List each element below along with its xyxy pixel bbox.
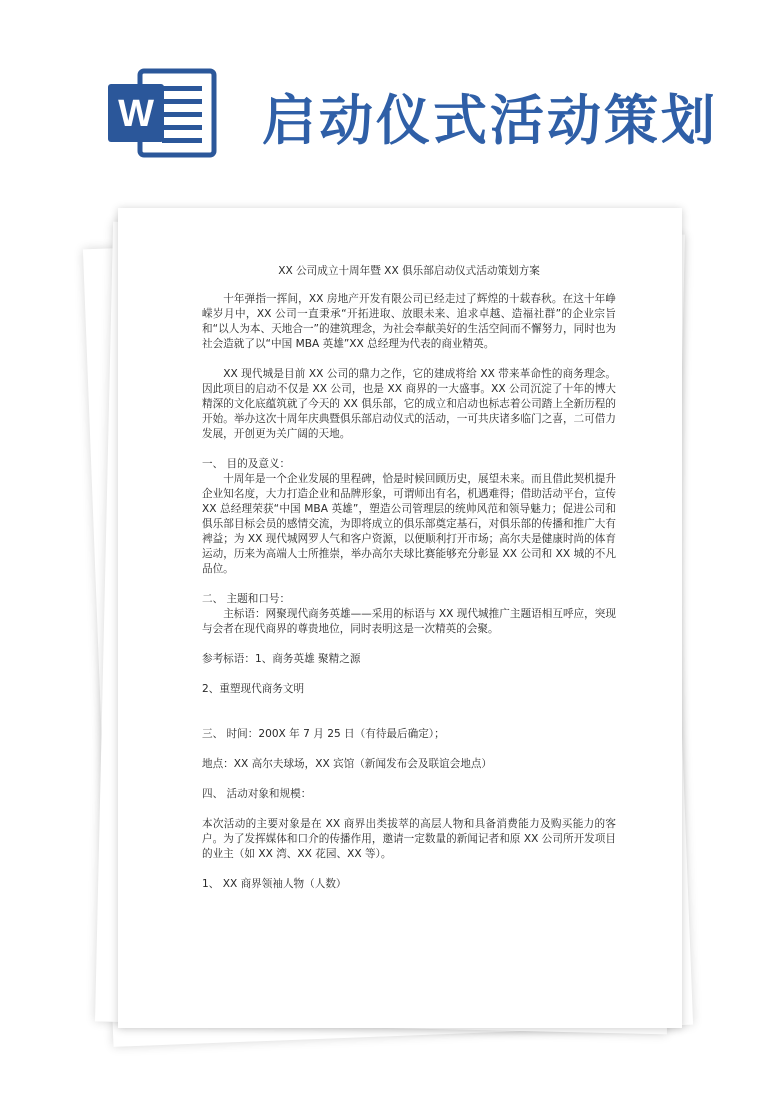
word-document-icon: [108, 68, 218, 158]
svg-text:W: W: [118, 93, 154, 135]
list-item-1: 1、 XX 商界领袖人物（人数）: [202, 878, 347, 890]
section-3-time: 三、 时间：200X 年 7 月 25 日（有待最后确定）；: [202, 728, 445, 740]
section-4-body: 本次活动的主要对象是在 XX 商界出类拔萃的高层人物和具备消费能力及购买能力的客户。为了发挥媒体和口介的传播作用，邀请一定数量的新闻记者和原 XX 公司所开发项目的业主（如 XX 湾、XX 花园、XX 等）。: [202, 818, 616, 860]
location-line: 地点：XX 高尔夫球场，XX 宾馆（新闻发布会及联谊会地点）: [202, 758, 493, 770]
section-4-heading: 四、 活动对象和规模：: [202, 788, 312, 800]
reference-slogan-1: 参考标语：1、商务英雄 聚精之源: [202, 653, 361, 665]
section-1-heading: 一、 目的及意义：: [202, 458, 291, 470]
section-2-body: 主标语：网聚现代商务英雄——采用的标语与 XX 现代城推广主题语相互呼应，突现与会者在现代商界的尊贵地位，同时表明这是一次精英的会聚。: [202, 608, 616, 635]
document-page: [118, 208, 682, 1028]
banner-title: 启动仪式活动策划: [262, 88, 718, 152]
section-2-heading: 二、 主题和口号：: [202, 593, 291, 605]
banner: [0, 0, 780, 200]
document-content: [202, 264, 616, 892]
section-1-body: 十周年是一个企业发展的里程碑，恰是时候回顾历史，展望未来。而且借此契机提升企业知名度，大力打造企业和品牌形象，可谓师出有名，机遇难得；借助活动平台，宣传 XX 总经理荣获“中国 MBA 英雄”，塑造公司管理层的统帅风范和领导魅力；促进公司和俱乐部目标会员的感情交流，为即将成立的俱乐部奠定基石，对俱乐部的传播和推广大有裨益；为 XX 现代城网罗人气和客户资源，以便顺利打开市场；高尔夫是健康时尚的体育运动，历来为高端人士所推崇，举办高尔夫球比赛能够充分彰显 XX 公司和 XX 城的不凡品位。: [202, 473, 616, 575]
document-title: XX 公司成立十周年暨 XX 俱乐部启动仪式活动策划方案: [278, 265, 540, 277]
intro-paragraph-1: 十年弹指一挥间，XX 房地产开发有限公司已经走过了辉煌的十载春秋。在这十年峥嵘岁月中，XX 公司一直秉承“开拓进取、放眼未来、追求卓越、造福社群”的企业宗旨和“以人为本、天地合一”的建筑理念，为社会奉献美好的生活空间而不懈努力，同时也为社会造就了以“中国 MBA 英雄”XX 总经理为代表的商业精英。: [202, 293, 616, 350]
reference-slogan-2: 2、重塑现代商务文明: [202, 683, 305, 695]
intro-paragraph-2: XX 现代城是目前 XX 公司的鼎力之作，它的建成将给 XX 带来革命性的商务理念。因此项目的启动不仅是 XX 公司，也是 XX 商界的一大盛事。XX 公司沉淀了十年的博大精深的文化底蕴筑就了今天的 XX 俱乐部，它的成立和启动也标志着公司踏上全新历程的开始。举办这次十周年庆典暨俱乐部启动仪式的活动，一可共庆诸多临门之喜，二可借力发展，开创更为关广阔的天地。: [202, 368, 616, 440]
